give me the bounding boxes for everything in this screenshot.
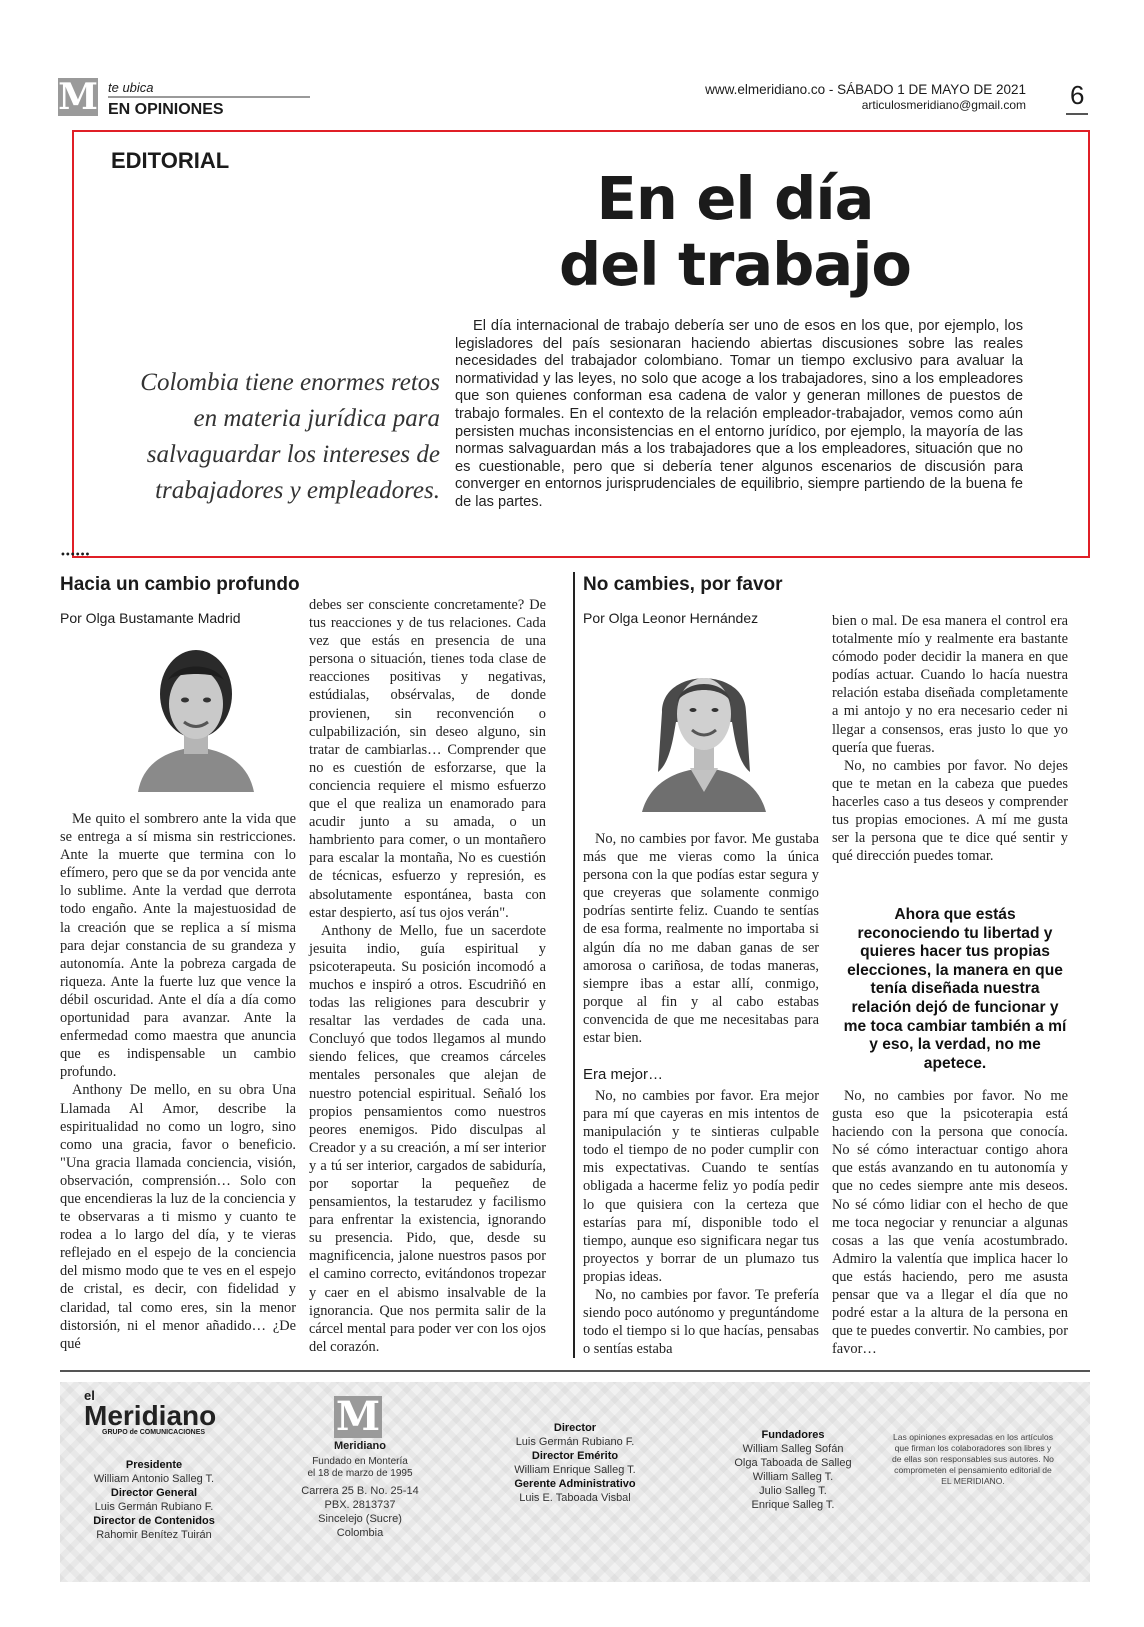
director-contenidos: Rahomir Benítez Tuirán: [96, 1529, 212, 1541]
paragraph: Anthony de Mello, fue un sacerdote jesuita indio, guía espiritual y psicoterapeuta. Su posición incomodó a muchos e inspiró a otros. Escudriñó en todas las religiones para descubrir y resaltar las verdades de cada una. Concluyó que todos llegamos al mundo siendo felices, que creamos cárceles mentales personales que alejan de nuestro potencial espiritual. Señaló los propios pensamientos como nuestros peores enemigos. Pido disculpas al Creador y a su creación, a mí ser interior y a tú ser interior, cargados de sabiduría, por soportar la pequeñez de pensamientos, la testarudez y facilismo para enfrentar la existencia, ignorando su presencia. Pido, que, desde su magnificencia, jalone nuestros pasos por el camino correcto, evitándonos tropezar y caer en el abismo insalvable de la ignorancia. Que nos permita salir de la cárcel mental para poder ver con los ojos del corazón.: [309, 922, 546, 1355]
left-article-headline: Hacia un cambio profundo: [60, 574, 300, 595]
paragraph: Anthony De mello, en su obra Una Llamada Al Amor, describe la espiritualidad no como un logro, sino como una gracia, favor o beneficio. "Una gracia llamada conciencia, visión, observación, comprensión… Solo con que encendieras la luz de la conciencia y te observaras a ti mismo y cuanto te rodea a lo largo del día, y te vieras reflejado en el espejo de la conciencia del mismo modo que te ves en el espejo de cristal, es decir, con fidelidad y claridad, tal como eres, sin la menor distorsión, ni el menor añadido… ¿De qué: [60, 1082, 296, 1352]
brand-sub: GRUPO de COMUNICACIONES: [102, 1429, 206, 1436]
brand-name: Meridiano: [84, 1400, 217, 1431]
center-logo-mark: M: [335, 1393, 381, 1440]
editorial-pullquote: Colombia tiene enormes retos en materia jurídica para salvaguardar los intereses de trabajadores y empleadores.: [140, 369, 440, 504]
left-article-column-1: [60, 810, 296, 1353]
paragraph: No, no cambies por favor. Te prefería siendo poco autónomo y preguntándome todo el tiempo si lo que hacías, pensabas o sentías estaba: [583, 1287, 819, 1358]
page-number-rule: [1066, 113, 1088, 115]
gerente-title: Gerente Administrativo: [514, 1478, 636, 1490]
right-article-column-1-cont: [583, 1087, 819, 1358]
right-article-byline: Por Olga Leonor Hernández: [583, 610, 759, 626]
presidente: William Antonio Salleg T.: [93, 1473, 215, 1485]
director-general-title: Director General: [110, 1487, 198, 1499]
footer-directors: [500, 1421, 650, 1505]
director-general: Luis Germán Rubiano F.: [94, 1501, 214, 1513]
footer-founders: [718, 1428, 868, 1512]
left-article-column-2: [309, 596, 546, 1356]
fundador: Enrique Salleg T.: [751, 1499, 835, 1511]
fundador: William Salleg T.: [752, 1471, 834, 1483]
logo-mark: M: [58, 76, 98, 118]
fundadores-title: Fundadores: [761, 1429, 825, 1441]
headline-line-2: del trabajo: [559, 230, 911, 299]
address-line-1: Carrera 25 B. No. 25-14: [301, 1485, 419, 1497]
address-line-2: PBX. 2813737: [324, 1499, 396, 1511]
separator-dots: ••••••: [60, 550, 90, 561]
gerente: Luis E. Taboada Visbal: [519, 1492, 631, 1504]
page-number: 6: [1070, 80, 1085, 110]
footer-brand: [84, 1388, 216, 1436]
footer-staff-left: [84, 1458, 224, 1542]
fundador: Olga Taboada de Salleg: [734, 1457, 852, 1469]
footer-address: [298, 1484, 422, 1540]
header-email[interactable]: articulosmeridiano@gmail.com: [861, 98, 1026, 112]
director-emerito-title: Director Emérito: [531, 1450, 619, 1462]
column-divider: [573, 572, 575, 1358]
director-emerito: William Enrique Salleg T.: [514, 1464, 636, 1476]
address-line-3: Sincelejo (Sucre) Colombia: [318, 1513, 402, 1539]
fundador: William Salleg Sofán: [742, 1443, 844, 1455]
editorial-body: El día internacional de trabajo debería ser uno de esos en los que, por ejemplo, los legisladores del país sesionaran haciendo abiertas discusiones sobre las reales necesidades del trabajador colombiano. Tomar un tiempo exclusivo para avaluar la normatividad y las leyes, no solo que acoge a los trabajadores, sino a los empleadores que son quienes conforman esa cadena de valor y generan millones de puestos de trabajo formales. En el contexto de la relación empleador-trabajador, vemos como aún persisten muchas inconsistencias en el entorno jurídico, por ejemplo, la mayoría de las normas salvaguardan más a los trabajadores que a los empleadores, situación que no es cuestionable, pero que si debería tener algunos escenarios de discusión para converger en entornos jurisprudenciales de equilibrio, siempre partiendo de la buena fe de las partes.: [455, 318, 1023, 510]
paragraph: No, no cambies por favor. Me gustaba más que me vieras como la única persona con la que podías estar segura y que creyeras que solamente conmigo podrías sentirte feliz. Cuando te sentías de esa forma, realmente no importaba si algún día no me daban ganas de ser amorosa o cariñosa, de todas maneras, siempre ibas a estar allí, conmigo, porque al fin y al cabo estabas convencida de que me necesitabas para estar bien.: [583, 831, 819, 1047]
director: Luis Germán Rubiano F.: [515, 1436, 635, 1448]
section-name: EN OPINIONES: [108, 101, 224, 118]
brand-el: el: [84, 1388, 95, 1403]
fundado-line-1: Fundado en Montería: [312, 1456, 408, 1467]
headline-line-1: En el día: [596, 164, 874, 233]
right-article-headline: No cambies, por favor: [583, 574, 783, 595]
paragraph: debes ser consciente concretamente? De tus reacciones y de tus relaciones. Cada vez que estás en presencia de una persona o situación, tienes toda clase de reacciones positivas y negativas, estúdialas, obsérvalas, de donde provienen, sin reconvención o culpabilización, sin deseo alguno, sin tratar de cambiarlas… Comprender que no es cuestión de esforzarse, que la conciencia requiere el mismo esfuerzo que el que realiza un enamorado para acudir junto a su amada, o un hambriento para comer, o un montañero para escalar la montaña, No es cuestión de técnicas, esfuerzo y represión, es absolutamente espontánea, basta con estar despierto, así tus ojos verán".: [309, 597, 546, 921]
author-photo-olga-hernandez: [622, 642, 786, 812]
editorial-label: EDITORIAL: [111, 148, 230, 173]
right-article-column-2: [832, 612, 1068, 865]
footer-disclaimer: Las opiniones expresadas en los artículos que firman los colaboradores son libres y de ellas son responsables sus autores. No comprometen el pensamiento editorial de EL MERIDIANO.: [892, 1432, 1054, 1486]
right-article-column-1: [583, 830, 819, 1047]
section-rule: [108, 96, 310, 98]
paragraph: No, no cambies por favor. Era mejor para mí que cayeras en mis intentos de manipulación y te sintieras culpable todo el tiempo de no poder cumplir con mis expectativas. Cuando te sentías obligada a hacerme feliz yo podía pedir lo que quisiera con la certeza que estarías para mí, disponible todo el tiempo, aunque eso significara negar tus proyectos y borrar de un plumazo tus propias ideas.: [583, 1088, 819, 1285]
paragraph: No, no cambies por favor. No dejes que te metan en la cabeza que puedes hacerles caso a tus deseos y comprender tus propias emociones. A mí me gusta ser la persona que te dice qué sentir y qué dirección puedes tomar.: [832, 757, 1068, 865]
presidente-title: Presidente: [125, 1459, 183, 1471]
right-article-pullquote: Ahora que estás reconociendo tu libertad y quieres hacer tus propias elecciones, la manera en que tenía diseñada nuestra relación dejó de funcionar y me toca cambiar también a mí y eso, la verdad, no me apetece.: [843, 906, 1067, 1072]
paragraph: Me quito el sombrero ante la vida que se entrega a sí misma sin restricciones. Ante la muerte que termina con lo efímero, pero que se da por vencida ante lo sublime. Ante la verdad que derrota todo engaño. Ante la majestuosidad de la creación que se replica a sí misma para dejar constancia de su grandeza y autonomía. Ante la pobreza cargada de riqueza. Ante la fuerte luz que vence la débil oscuridad. Ante el día a día como oportunidad para avanzar. Ante la enfermedad como maestra que anuncia que es indispensable un cambio profundo.: [60, 811, 296, 1081]
center-logo-name: Meridiano: [334, 1440, 386, 1452]
paragraph: No, no cambies por favor. No me gusta eso que la psicoterapia está haciendo con la persona que conocía. No sé cómo interactuar contigo ahora que estás avanzando en tu autonomía y que no cedes siempre ante mis deseos. No sé cómo lidiar con el hecho de que me toca negociar y renunciar a algunas cosas a las que venía acostumbrado. Admiro la valentía que implica hacer lo que estás haciendo, pero me asusta pensar que va a llegar el día que no podré estar a la altura de la persona en que te puedes convertir. No cambies, por favor…: [832, 1088, 1068, 1358]
footer-rule: [60, 1370, 1090, 1372]
header-date: www.elmeridiano.co - SÁBADO 1 DE MAYO DE 2021: [705, 82, 1026, 97]
director-contenidos-title: Director de Contenidos: [93, 1515, 215, 1527]
section-kicker: te ubica: [108, 80, 154, 95]
footer-founded: [298, 1456, 422, 1480]
fundado-line-2: el 18 de marzo de 1995: [307, 1468, 413, 1479]
director-title: Director: [553, 1422, 597, 1434]
right-article-subhead: Era mejor…: [583, 1066, 664, 1083]
author-photo-olga-bustamante: [98, 632, 294, 792]
fundador: Julio Salleg T.: [759, 1485, 827, 1497]
left-article-byline: Por Olga Bustamante Madrid: [60, 610, 241, 626]
paragraph: bien o mal. De esa manera el control era totalmente mío y realmente era bastante cómodo poder decidir la manera en que podías actuar. Cuando lo hacía nuestra relación estaba diseñada completamente a mi antojo y no era necesario ceder ni llegar a consensos, eras justo lo que yo quería que fueras.: [832, 613, 1068, 756]
editorial-headline: [520, 166, 950, 298]
right-article-column-2-cont: [832, 1087, 1068, 1358]
